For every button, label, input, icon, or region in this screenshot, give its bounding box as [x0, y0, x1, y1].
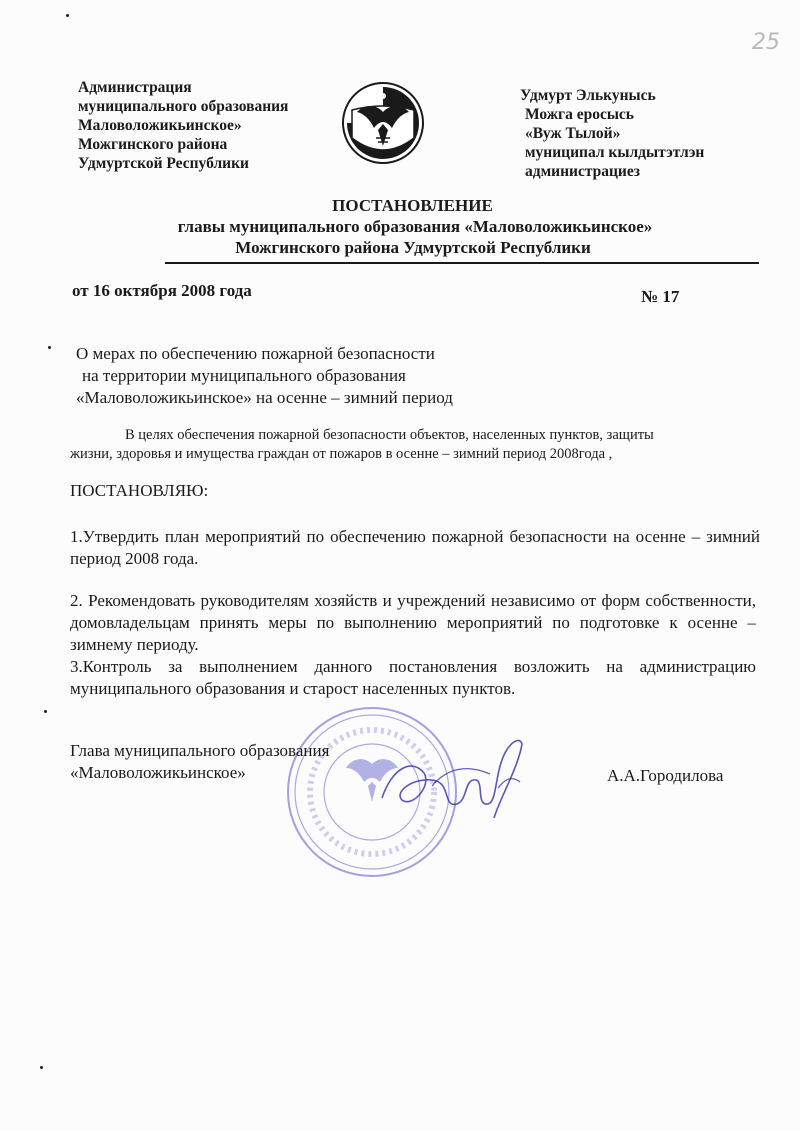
signatory-title: [70, 740, 329, 784]
issuer-line: муниципал кылдытэтлэн: [525, 144, 705, 161]
preamble: [70, 426, 755, 464]
signatory-title-line: «Маловоложикьинское»: [70, 763, 246, 782]
scan-speck: [40, 1066, 43, 1069]
issuer-line: Удмуртской Республики: [78, 155, 249, 172]
issuer-line: «Вуж Тылой»: [525, 125, 621, 142]
signatory-name: А.А.Городилова: [607, 766, 724, 785]
issuer-line: Можгинского района: [78, 136, 228, 153]
coat-of-arms-icon: [340, 80, 426, 171]
handwritten-signature: [372, 728, 532, 843]
document-title: [0, 195, 800, 258]
subject-line: «Маловоложикьинское» на осенне – зимний период: [76, 388, 453, 407]
document-authority: главы муниципального образования «Маловоложикьинское»: [177, 217, 653, 236]
issuer-udmurt: [520, 86, 704, 181]
scan-speck: [66, 14, 69, 17]
subject-line: О мерах по обеспечению пожарной безопасности: [76, 344, 435, 363]
issuer-line: Администрация: [78, 79, 192, 96]
paragraph-2: 2. Рекомендовать руководителям хозяйств и учреждений независимо от форм собственности, домовладельцам принять меры по выполнению мероприятий по подготовке к осенне – зимнему периоду.: [70, 591, 756, 654]
document-number: № 17: [641, 287, 680, 306]
issuer-line: муниципального образования: [78, 98, 289, 115]
header-divider: [165, 262, 759, 264]
paragraph-1: 1.Утвердить план мероприятий по обеспечению пожарной безопасности на осенне – зимний период 2008 года.: [70, 527, 760, 568]
scan-speck: [44, 710, 47, 713]
preamble-line: В целях обеспечения пожарной безопасности объектов, населенных пунктов, защиты: [125, 427, 654, 443]
document-type: ПОСТАНОВЛЕНИЕ: [332, 196, 493, 215]
document-date: от 16 октября 2008 года: [72, 281, 252, 300]
signatory-title-line: Глава муниципального образования: [70, 741, 330, 760]
preamble-line: жизни, здоровья и имущества граждан от пожаров в осенне – зимний период 2008года ,: [70, 446, 613, 462]
document-subject: [76, 343, 453, 409]
document-region: Можгинского района Удмуртской Республики: [235, 238, 591, 257]
issuer-line: администрациез: [525, 163, 640, 180]
page-mark: 25: [752, 30, 780, 55]
issuer-line: Маловоложикьинское»: [78, 117, 242, 134]
paragraph-3: 3.Контроль за выполнением данного постановления возложить на администрацию муниципального образования и старост населенных пунктов.: [70, 657, 756, 698]
scan-speck: [48, 346, 51, 349]
issuer-line: Удмурт Элькунысь: [520, 87, 656, 104]
decree-heading: ПОСТАНОВЛЯЮ:: [70, 481, 209, 500]
subject-line: на территории муниципального образования: [82, 366, 406, 385]
issuer-russian: [78, 78, 288, 173]
issuer-line: Можга еросысь: [525, 106, 634, 123]
